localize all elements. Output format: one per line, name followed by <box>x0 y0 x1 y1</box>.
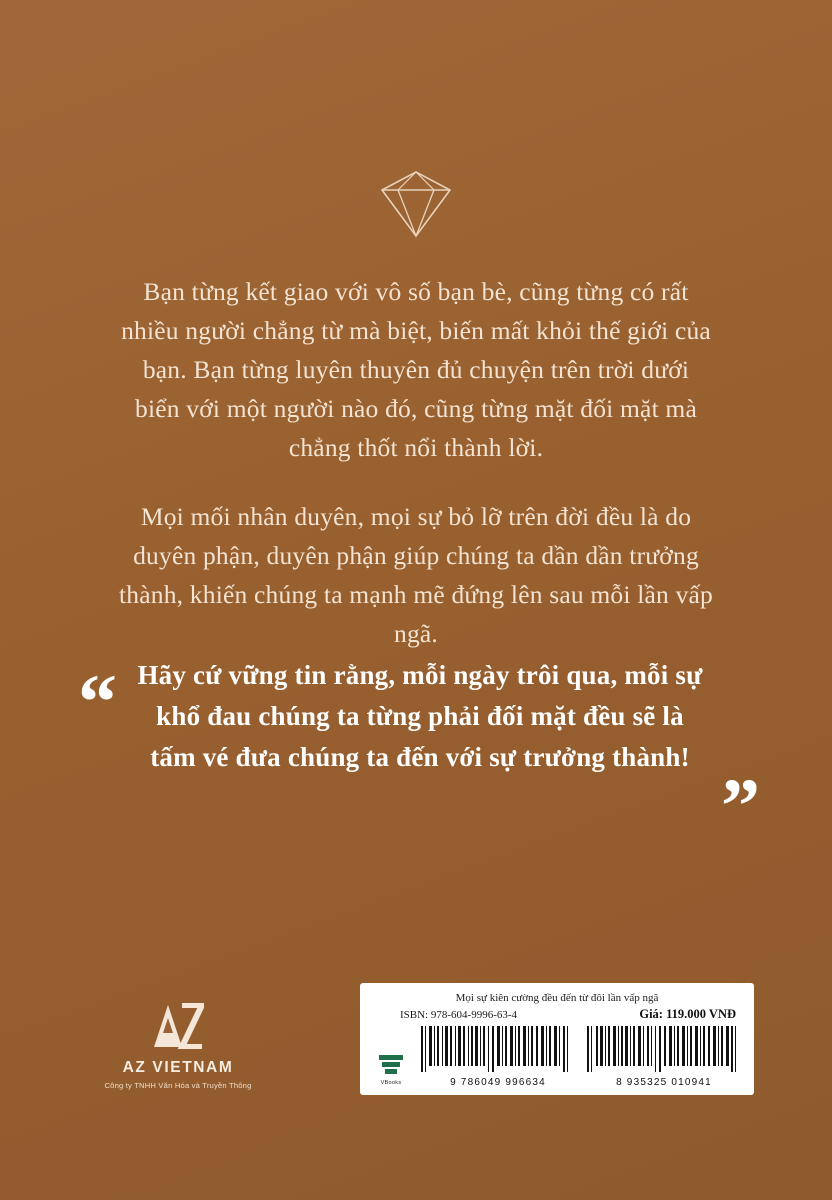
isbn-barcode <box>418 1026 578 1088</box>
isbn-price-row <box>360 1004 754 1022</box>
book-info-card <box>360 983 754 1095</box>
isbn-barcode-digits: 9 786049 996634 <box>450 1077 546 1088</box>
publisher-name: AZ VIETNAM <box>122 1059 234 1076</box>
publisher-subtitle: Công ty TNHH Văn Hóa và Truyền Thông <box>104 1081 252 1090</box>
quote-text: Hãy cứ vững tin rằng, mỗi ngày trôi qua, mỗi sự khổ đau chúng ta từng phải đối mặt đều sẽ là tấm vé đưa chúng ta đến với sự trưởng thành! <box>137 660 703 773</box>
az-monogram-icon <box>152 1003 204 1049</box>
ean-barcode-digits: 8 935325 010941 <box>616 1077 712 1088</box>
book-title: Mọi sự kiên cường đều đến từ đôi lần vấp ngã <box>455 992 659 1004</box>
card-bottom-row <box>360 1022 754 1088</box>
isbn-label: ISBN: 978-604-9996-63-4 <box>400 1009 518 1021</box>
ean-barcode <box>584 1026 744 1088</box>
pull-quote <box>70 655 770 849</box>
diamond-ornament <box>0 168 832 245</box>
cover-body-text <box>118 272 714 653</box>
paragraph-2: Mọi mối nhân duyên, mọi sự bỏ lỡ trên đời đều là do duyên phận, duyên phận giúp chúng ta dần dần trưởng thành, khiến chúng ta mạnh mẽ đứng lên sau mỗi lần vấp ngã. <box>119 502 713 648</box>
imprint-name: VBooks <box>380 1080 402 1086</box>
publisher-block <box>78 1003 278 1090</box>
quote-close-mark: ” <box>721 762 760 849</box>
diamond-icon <box>378 168 454 245</box>
vbooks-icon <box>378 1054 404 1078</box>
paragraph-1: Bạn từng kết giao với vô số bạn bè, cũng từng có rất nhiều người chẳng từ mà biệt, biến mất khỏi thế giới của bạn. Bạn từng luyên thuyên đủ chuyện trên trời dưới biển với một người nào đó, cũng từng mặt đối mặt mà chẳng thốt nổi thành lời. <box>121 277 711 462</box>
quote-open-mark: “ <box>78 658 117 745</box>
imprint-logo <box>370 1054 412 1088</box>
price-label: Giá: 119.000 VNĐ <box>639 1007 736 1021</box>
